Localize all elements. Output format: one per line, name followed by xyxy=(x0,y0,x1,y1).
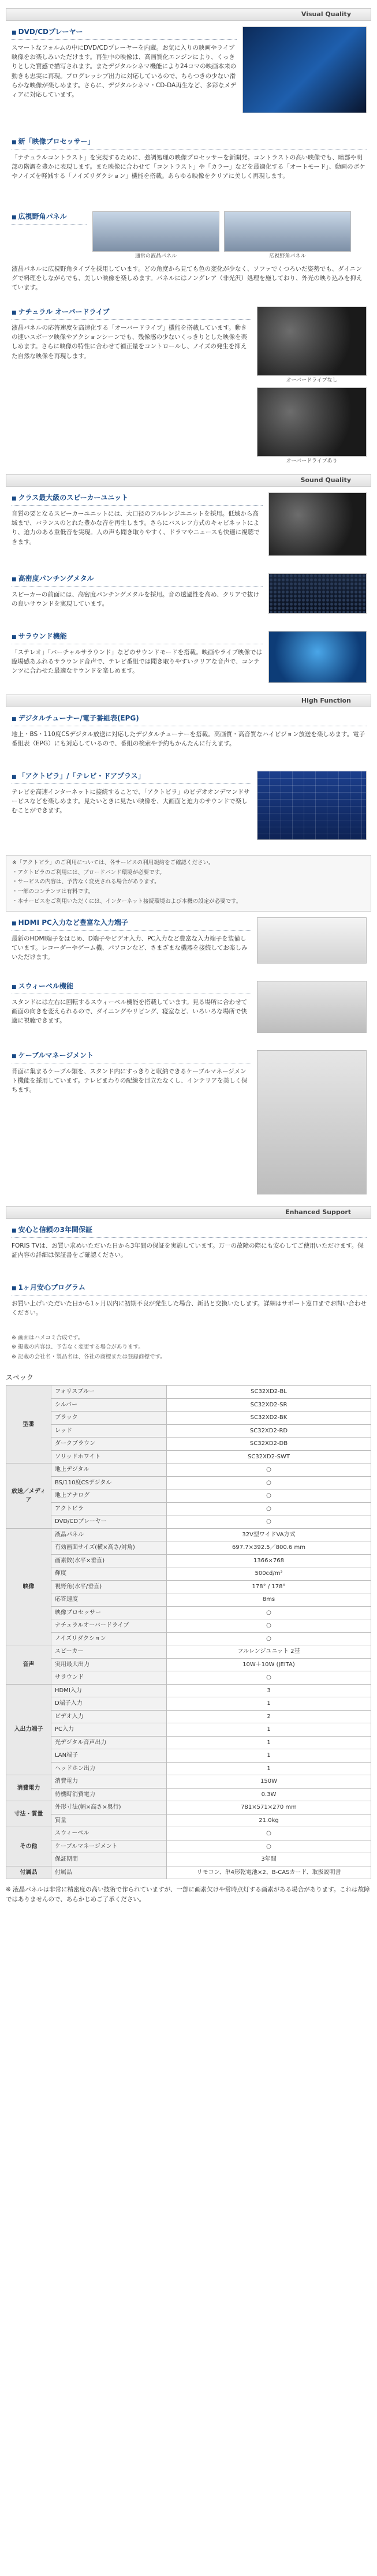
spec-row xyxy=(6,1398,371,1412)
spec-category: 型番 xyxy=(6,1386,51,1464)
spec-category: 消費電力 xyxy=(6,1775,51,1801)
feature-text: スピーカーの前面には、高密度パンチングメタルを採用。音の透過性を高め、クリアで抜けの良いサウンドを実現しています。 xyxy=(12,591,259,608)
spec-item: ビデオ入力 xyxy=(51,1710,167,1723)
spec-item: 有効画面サイズ(横×高さ/対角) xyxy=(51,1541,167,1555)
spec-item: BS/110度CSデジタル xyxy=(51,1476,167,1489)
spec-category: 音声 xyxy=(6,1645,51,1685)
spec-value: SC32XD2-SR xyxy=(167,1398,371,1412)
spec-row xyxy=(6,1788,371,1801)
feature-text: スタンドには左右に回転するスウィーベル機能を搭載しています。見る場所に合わせて画面の向きを変えられるので、ダイニングやリビング、寝室など、いろいろな場所で快適に視聴できます。 xyxy=(12,998,248,1025)
spec-row xyxy=(6,1853,371,1866)
spec-row xyxy=(6,1580,371,1593)
spec-item: ソリッドホワイト xyxy=(51,1450,167,1464)
spec-value: ○ xyxy=(167,1671,371,1685)
spec-value: 1 xyxy=(167,1762,371,1775)
feature-title: ■ サラウンド機能 xyxy=(12,631,263,644)
spec-value: 150W xyxy=(167,1775,371,1789)
spec-value: 178° / 178° xyxy=(167,1580,371,1593)
spec-item: ダークブラウン xyxy=(51,1438,167,1451)
spec-value: ○ xyxy=(167,1827,371,1840)
spec-category: 寸法・質量 xyxy=(6,1801,51,1827)
spec-row xyxy=(6,1515,371,1529)
spec-value: 500cd/m² xyxy=(167,1567,371,1581)
spec-row xyxy=(6,1567,371,1581)
feature-surround xyxy=(6,625,371,695)
spec-row xyxy=(6,1502,371,1515)
spec-category: 入出力端子 xyxy=(6,1684,51,1775)
spec-row xyxy=(6,1476,371,1489)
spec-row xyxy=(6,1658,371,1671)
feature-hdmi xyxy=(6,912,371,975)
spec-item: 地上アナログ xyxy=(51,1489,167,1503)
spec-item: 保証期間 xyxy=(51,1853,167,1866)
spec-value: 1 xyxy=(167,1723,371,1737)
spec-item: 光デジタル音声出力 xyxy=(51,1736,167,1749)
note-line: ・アクトビラのご利用には、ブロードバンド環境が必要です。 xyxy=(12,869,165,876)
cable-management-image xyxy=(257,1050,367,1194)
spec-category: 放送／メディア xyxy=(6,1464,51,1529)
notes-box xyxy=(6,855,371,912)
feature-title: ■ 安心と信頼の3年間保証 xyxy=(12,1224,367,1238)
spec-row xyxy=(6,1489,371,1503)
feature-overdrive xyxy=(6,301,371,474)
feature-mesh xyxy=(6,568,371,625)
spec-row xyxy=(6,1554,371,1567)
spec-value: リモコン、単4形乾電池×2、B-CASカード、取扱説明書 xyxy=(167,1866,371,1879)
spec-row xyxy=(6,1541,371,1555)
footnote-line: ※ 記載の会社名・製品名は、各社の商標または登録商標です。 xyxy=(12,1354,166,1361)
spec-item: 待機時消費電力 xyxy=(51,1788,167,1801)
feature-panel xyxy=(6,206,371,301)
feature-title: ■ 新「映像プロセッサー」 xyxy=(12,136,367,150)
spec-row xyxy=(6,1593,371,1607)
spec-row xyxy=(6,1438,371,1451)
panel-wide-image xyxy=(224,211,351,252)
spec-item: 液晶パネル xyxy=(51,1528,167,1541)
spec-item: フォリスブルー xyxy=(51,1386,167,1399)
spec-item: ノイズリダクション xyxy=(51,1632,167,1645)
feature-swivel xyxy=(6,975,371,1044)
spec-row xyxy=(6,1840,371,1853)
spec-row xyxy=(6,1450,371,1464)
spec-row xyxy=(6,1619,371,1633)
spec-table xyxy=(6,1385,371,1879)
spec-value: 0.3W xyxy=(167,1788,371,1801)
spec-value: SC32XD2-BL xyxy=(167,1386,371,1399)
spec-row xyxy=(6,1736,371,1749)
section-header-high: High Function xyxy=(6,695,371,707)
spec-row xyxy=(6,1424,371,1438)
note-line: ・本サービスをご利用いただくには、インターネット接続環境および本機の設定が必要です。 xyxy=(12,898,242,905)
feature-title: ■ 広視野角パネル xyxy=(12,211,87,225)
spec-item: 消費電力 xyxy=(51,1775,167,1789)
spec-row xyxy=(6,1528,371,1541)
spec-item: 視野角(水平/垂直) xyxy=(51,1580,167,1593)
feature-unit xyxy=(6,487,371,568)
feature-text: 最新のHDMI端子をはじめ、D端子やビデオ入力、PC入力など豊富な入力端子を装備しています。レコーダーやゲーム機、パソコンなど、さまざまな機器を接続してお楽しみいただけます。 xyxy=(12,935,248,961)
spec-row xyxy=(6,1412,371,1425)
spec-value: 32V型ワイドVA方式 xyxy=(167,1528,371,1541)
spec-value: 697.7×392.5／800.6 mm xyxy=(167,1541,371,1555)
spec-item: DVD/CDプレーヤー xyxy=(51,1515,167,1529)
spec-item: ケーブルマネージメント xyxy=(51,1840,167,1853)
spec-value: ○ xyxy=(167,1606,371,1619)
speaker-unit-image xyxy=(268,492,367,556)
spec-category: 付属品 xyxy=(6,1866,51,1879)
feature-text: スマートなフォルムの中にDVD/CDプレーヤーを内蔵。お気に入りの映画やライブ映像をお楽しみいただけます。再生中の映像は、高画質化エンジンにより、くっきりとした質感で描写されます。またデジタルシネマ機能により24コマの映画本来の動きも忠実に再現。プログレッシブ出力に対応しているので、ちらつきの少ない滑らかな映像が楽しめます。さらに、デジタルシネマ・CD-DA再生など、多彩なメディアに対応しています。 xyxy=(12,44,237,99)
overdrive-on-image xyxy=(257,387,367,457)
section-header-sound: Sound Quality xyxy=(6,474,371,487)
image-caption: 広視野角パネル xyxy=(269,253,306,259)
spec-value: SC32XD2-SWT xyxy=(167,1450,371,1464)
section-header-enhanced: Enhanced Support xyxy=(6,1206,371,1219)
spec-item: 映像プロセッサー xyxy=(51,1606,167,1619)
image-caption: オーバードライブなし xyxy=(286,378,338,383)
spec-item: スピーカー xyxy=(51,1645,167,1659)
spec-value: ○ xyxy=(167,1502,371,1515)
spec-row xyxy=(6,1775,371,1789)
spec-row xyxy=(6,1671,371,1685)
spec-row xyxy=(6,1464,371,1477)
spec-row xyxy=(6,1749,371,1763)
spec-value: ○ xyxy=(167,1515,371,1529)
spec-value: ○ xyxy=(167,1464,371,1477)
dvd-image xyxy=(242,27,367,113)
spec-item: サラウンド xyxy=(51,1671,167,1685)
feature-title: ■ 「アクトビラ」/「テレビ・ドアプラス」 xyxy=(12,771,251,784)
feature-text: 地上・BS・110度CSデジタル放送に対応したデジタルチューナーを搭載。高画質・高音質なハイビジョン放送を楽しめます。電子番組表（EPG）にも対応しているので、番組の検索や予約もかんたんに行えます。 xyxy=(12,730,365,748)
feature-engine xyxy=(6,130,371,206)
spec-item: 地上デジタル xyxy=(51,1464,167,1477)
final-note: ※ 液晶パネルは非常に精密度の高い技術で作られていますが、一部に画素欠けや常時点灯する画素がある場合があります。これは故障ではありませんので、あらかじめご了承ください。 xyxy=(6,1886,370,1903)
terminal-image xyxy=(257,917,367,964)
spec-item: HDMI入力 xyxy=(51,1684,167,1697)
feature-acttv xyxy=(6,765,371,852)
spec-value: 781×571×270 mm xyxy=(167,1801,371,1815)
feature-text: お買い上げいただいた日から1ヶ月以内に初期不良が発生した場合、新品と交換いたします。詳細はサポート窓口までお問い合わせください。 xyxy=(12,1300,367,1316)
spec-value: SC32XD2-BK xyxy=(167,1412,371,1425)
feature-title: ■ 高密度パンチングメタル xyxy=(12,573,263,587)
spec-row xyxy=(6,1606,371,1619)
image-caption: 通常の液晶パネル xyxy=(135,253,177,259)
feature-title: ■ スウィーベル機能 xyxy=(12,981,251,994)
note-line: ※「アクトビラ」のご利用については、各サービスの利用規約をご確認ください。 xyxy=(12,860,214,866)
swivel-image xyxy=(257,981,367,1033)
feature-title: ■ ケーブルマネージメント xyxy=(12,1050,251,1063)
spec-value: 21.0kg xyxy=(167,1814,371,1827)
epg-screen-image xyxy=(257,771,367,840)
feature-title: ■ 1ヶ月安心プログラム xyxy=(12,1282,367,1296)
spec-item: アクトビラ xyxy=(51,1502,167,1515)
spec-row xyxy=(6,1632,371,1645)
feature-cable xyxy=(6,1044,371,1206)
spec-item: PC入力 xyxy=(51,1723,167,1737)
spec-item: スウィーベル xyxy=(51,1827,167,1840)
spec-item: 実用最大出力 xyxy=(51,1658,167,1671)
spec-row xyxy=(6,1723,371,1737)
feature-title: ■ クラス最大級のスピーカーユニット xyxy=(12,492,263,506)
note-line: ・サービスの内容は、予告なく変更される場合があります。 xyxy=(12,879,160,886)
footnote-line: ※ 掲載の内容は、予告なく変更する場合があります。 xyxy=(12,1344,144,1351)
spec-item: 画素数(水平×垂直) xyxy=(51,1554,167,1567)
spec-item: D端子入力 xyxy=(51,1697,167,1711)
feature-title: ■ ナチュラル オーバードライブ xyxy=(12,307,251,320)
spec-value: 1 xyxy=(167,1697,371,1711)
spec-value: ○ xyxy=(167,1619,371,1633)
spec-item: 輝度 xyxy=(51,1567,167,1581)
feature-tuner xyxy=(6,707,371,765)
spec-row xyxy=(6,1801,371,1815)
spec-category: その他 xyxy=(6,1827,51,1866)
punching-metal-image xyxy=(268,573,367,614)
spec-title: スペック xyxy=(6,1373,34,1382)
spec-row xyxy=(6,1814,371,1827)
spec-value: 1366×768 xyxy=(167,1554,371,1567)
spec-item: 付属品 xyxy=(51,1866,167,1879)
spec-row xyxy=(6,1697,371,1711)
spec-value: ○ xyxy=(167,1632,371,1645)
spec-row xyxy=(6,1710,371,1723)
spec-row xyxy=(6,1866,371,1879)
spec-item: LAN端子 xyxy=(51,1749,167,1763)
footnote-line: ※ 画面はハメコミ合成です。 xyxy=(12,1334,84,1341)
spec-item: 外形寸法(幅×高さ×奥行) xyxy=(51,1801,167,1815)
feature-text: FORIS TVは、お買い求めいただいた日から3年間の保証を実施しています。万一の故障の際にも安心してご使用いただけます。保証内容の詳細は保証書をご確認ください。 xyxy=(12,1242,364,1259)
feature-title: ■ デジタルチューナー/電子番組表(EPG) xyxy=(12,713,367,726)
spec-category: 映像 xyxy=(6,1528,51,1645)
spec-row xyxy=(6,1684,371,1697)
spec-item: ナチュラルオーバードライブ xyxy=(51,1619,167,1633)
feature-dvd xyxy=(6,21,371,130)
feature-title: ■ DVD/CDプレーヤー xyxy=(12,27,237,40)
image-caption: オーバードライブあり xyxy=(286,458,338,464)
spec-value: ○ xyxy=(167,1489,371,1503)
spec-value: ○ xyxy=(167,1476,371,1489)
section-header-visual: Visual Quality xyxy=(6,8,371,21)
spec-value: ○ xyxy=(167,1840,371,1853)
feature-text: 「ナチュラルコントラスト」を実現するために、強調処理の映像プロセッサーを新開発。コントラストの高い映像でも、暗部や明部の階調を豊かに表現します。また映像に合わせて「コントラスト」や「カラー」などを最適化する「オートモード」、動画のボケやノイズを軽減する「ノイズリダクション」機能を搭載。あらゆる映像をクリアに美しく再現します。 xyxy=(12,154,365,180)
spec-value: フルレンジユニット 2基 xyxy=(167,1645,371,1659)
feature-title: ■ HDMI PC入力など豊富な入力端子 xyxy=(12,917,251,931)
feature-text: 「ステレオ」「バーチャルサラウンド」などのサウンドモードを搭載。映画やライブ映像では臨場感あふれるサラウンド音声で、テレビ番組では聞き取りやすいクリアな音声で、コンテンツに合わせた最適なサウンドを楽しめます。 xyxy=(12,648,262,675)
spec-item: 質量 xyxy=(51,1814,167,1827)
spec-value: 3年間 xyxy=(167,1853,371,1866)
footnotes xyxy=(12,1334,365,1362)
spec-value: SC32XD2-RD xyxy=(167,1424,371,1438)
spec-item: レッド xyxy=(51,1424,167,1438)
spec-item: ヘッドホン出力 xyxy=(51,1762,167,1775)
spec-value: SC32XD2-DB xyxy=(167,1438,371,1451)
overdrive-off-image xyxy=(257,307,367,376)
spec-row xyxy=(6,1762,371,1775)
feature-program xyxy=(6,1276,371,1328)
feature-support xyxy=(6,1219,371,1276)
feature-text: 背面に集まるケーブル類を、スタンド内にすっきりと収納できるケーブルマネージメント機能を採用しています。テレビまわりの配線を目立たなくし、インテリアを美しく保ちます。 xyxy=(12,1067,248,1094)
spec-value: 1 xyxy=(167,1736,371,1749)
panel-normal-image xyxy=(92,211,219,252)
spec-value: 10W＋10W (JEITA) xyxy=(167,1658,371,1671)
feature-text: 音質の要となるスピーカーユニットには、大口径のフルレンジユニットを採用。低域から高域まで、バランスのとれた豊かな音を再生します。さらにバスレフ方式のキャビネットにより、迫力のある重低音を実現。人の声も聞き取りやすく、ドラマやニュースも快適に視聴できます。 xyxy=(12,510,260,546)
spec-item: 応答速度 xyxy=(51,1593,167,1607)
spec-row xyxy=(6,1827,371,1840)
spec-item: ブラック xyxy=(51,1412,167,1425)
spec-value: 8ms xyxy=(167,1593,371,1607)
feature-text: 液晶パネルに広視野角タイプを採用しています。どの角度から見ても色の変化が少なく、ソファでくつろいだ姿勢でも、ダイニングで料理をしながらでも、美しい映像を楽しめます。パネルにはノングレア（非光沢）処理を施しており、外光の映り込みを抑えています。 xyxy=(12,265,363,292)
spec-row xyxy=(6,1386,371,1399)
spec-row xyxy=(6,1645,371,1659)
spec-value: 2 xyxy=(167,1710,371,1723)
feature-text: 液晶パネルの応答速度を高速化する「オーバードライブ」機能を搭載しています。動きの速いスポーツ映像やアクションシーンでも、残像感の少ないくっきりとした映像を楽しめます。さらに映像の特性に合わせて補正量をコントロールし、ノイズの発生を抑えた自然な映像を再現します。 xyxy=(12,324,247,360)
note-line: ・一部のコンテンツは有料です。 xyxy=(12,888,94,895)
feature-text: テレビを高速インターネットに接続することで、「アクトビラ」のビデオオンデマンドサービスなどを楽しめます。見たいときに見たい映像を、大画面と迫力のサウンドで楽しむことができます。 xyxy=(12,788,250,815)
spec-value: 1 xyxy=(167,1749,371,1763)
spec-item: シルバー xyxy=(51,1398,167,1412)
surround-image xyxy=(268,631,367,683)
spec-value: 3 xyxy=(167,1684,371,1697)
